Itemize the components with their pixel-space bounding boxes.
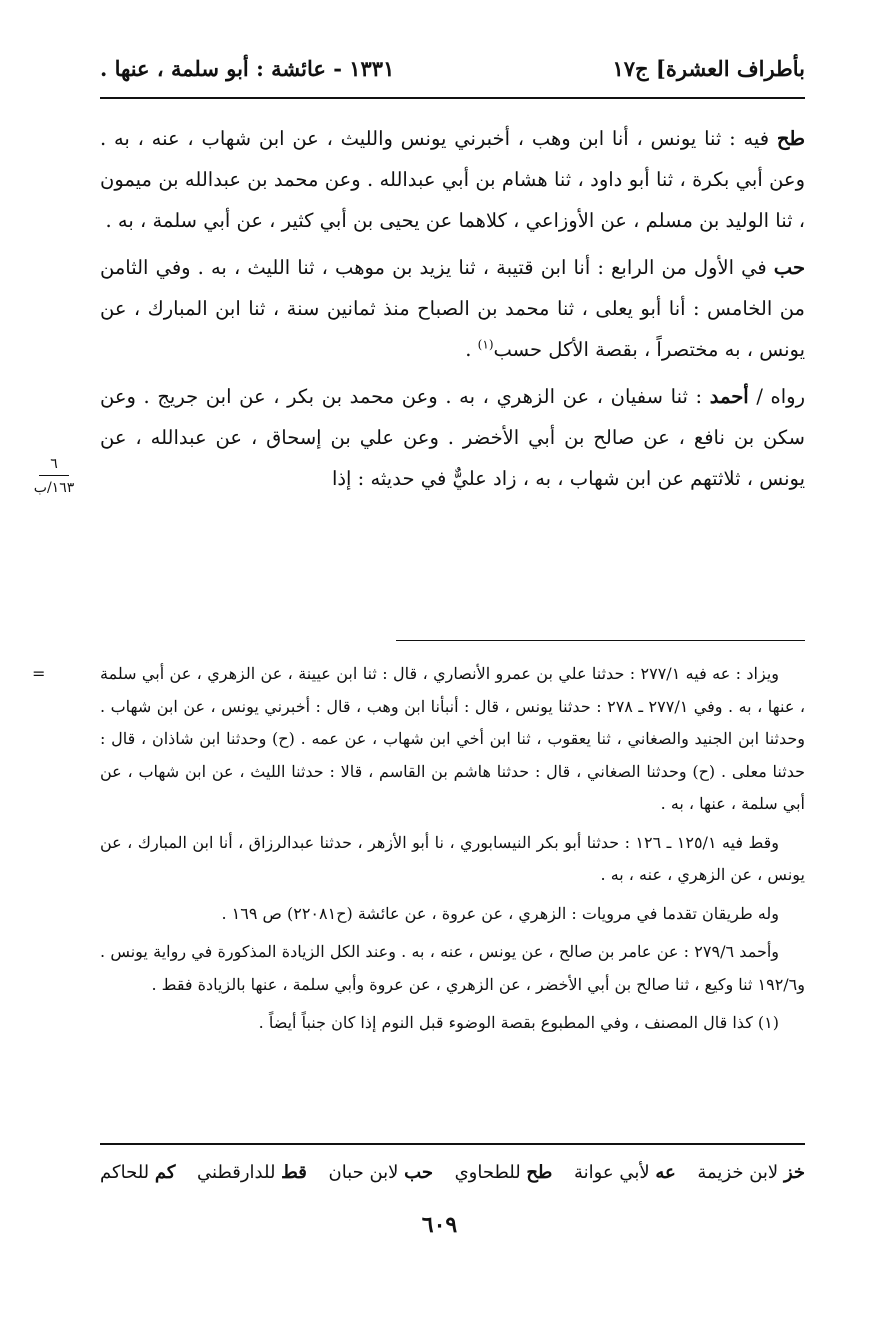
abbr-item bbox=[328, 1155, 433, 1191]
running-title: بأطراف العشرة] ج١٧ bbox=[612, 56, 805, 81]
abbreviations-key bbox=[100, 1155, 805, 1191]
footnote-paragraph: ويزاد : عه فيه ٢٧٧/١ : حدثنا علي بن عمرو الأنصاري ، قال : ثنا ابن عيينة ، عن الزهري ، عن أبي سلمة ، عنها ، به . وفي ٢٧٧/١ ـ ٢٧٨ : حدثنا يونس ، قال : أنبأنا ابن وهب ، قال : أخبرني يونس ، عن ابن شهاب . وحدثنا ابن الجنيد والصغاني ، ثنا يعقوب ، ثنا ابن أخي ابن شهاب ، عن عمه . (ح) وحدثنا ابن شاذان ، قال : حدثنا معلى . (ح) وحدثنا الصغاني ، قال : حدثنا هاشم بن القاسم ، قالا : حدثنا الليث ، عن ابن شهاب ، عن أبي سلمة ، عنها ، به . bbox=[100, 664, 806, 813]
abbr-label: للدارقطني bbox=[197, 1162, 276, 1183]
abbr-label: للطحاوي bbox=[454, 1162, 521, 1183]
page-header bbox=[100, 50, 805, 90]
footnote-separator bbox=[396, 640, 805, 641]
abbr-item bbox=[574, 1155, 676, 1191]
section-title: ١٣٣١ - عائشة : أبو سلمة ، عنها . bbox=[100, 56, 395, 81]
abbr-item bbox=[100, 1155, 175, 1191]
paragraph-prefix: رواه / bbox=[748, 385, 806, 408]
source-abbr: طح bbox=[776, 127, 805, 150]
abbr-label: لأبي عوانة bbox=[573, 1162, 650, 1183]
header-rule bbox=[100, 97, 805, 99]
abbr-item bbox=[197, 1155, 307, 1191]
abbr-item bbox=[697, 1155, 805, 1191]
abbr-label: للحاكم bbox=[100, 1162, 150, 1183]
abbr-code: حب bbox=[404, 1162, 433, 1183]
abbr-label: لابن حبان bbox=[328, 1162, 399, 1183]
footnote-paragraph: وقط فيه ١٢٥/١ ـ ١٢٦ : حدثنا أبو بكر النيسابوري ، نا أبو الأزهر ، حدثنا عبدالرزاق ، أنا ابن المبارك ، عن يونس ، عن الزهري ، عنه ، به . bbox=[100, 832, 805, 884]
paragraph-text-end: . bbox=[465, 338, 478, 361]
source-abbr: حب bbox=[773, 256, 805, 279]
page-number: ٦٠٩ bbox=[421, 1212, 458, 1238]
footnote-one: (١) كذا قال المصنف ، وفي المطبوع بقصة الوضوء قبل النوم إذا كان جنباً أيضاً . bbox=[258, 1013, 779, 1032]
abbreviations-rule bbox=[100, 1143, 805, 1145]
abbr-code: خز bbox=[783, 1162, 805, 1183]
paragraph-text: في الأول من الرابع : أنا ابن قتيبة ، ثنا يزيد بن موهب ، ثنا الليث ، به . وفي الثامن من الخامس : أنا أبو يعلى ، ثنا محمد بن الصباح منذ ثمانين سنة ، ثنا ابن المبارك ، عن يونس ، به مختصراً ، بقصة الأكل حسب bbox=[100, 256, 805, 361]
paragraph-text: : ثنا سفيان ، عن الزهري ، به . وعن محمد بن بكر ، عن ابن جريج . وعن سكن بن نافع ، عن صالح بن أبي الأخضر . وعن علي بن إسحاق ، عن عبدالله ، عن يونس ، ثلاثتهم عن ابن شهاب ، به ، زاد عليٌّ في حديثه : إذا bbox=[100, 385, 805, 490]
abbr-label: لابن خزيمة bbox=[697, 1162, 779, 1183]
abbr-code: عه bbox=[655, 1162, 676, 1183]
paragraph-ahmad bbox=[100, 376, 805, 499]
footnote-ref: (١) bbox=[477, 337, 494, 352]
abbr-item bbox=[455, 1155, 553, 1191]
manuscript-folio-note bbox=[28, 455, 80, 497]
narrator-name: أحمد bbox=[709, 385, 749, 408]
footnote-paragraph: وله طريقان تقدما في مرويات : الزهري ، عن عروة ، عن عائشة (ح٢٢٠٨١) ص ١٦٩ . bbox=[221, 903, 779, 923]
paragraph-text: فيه : ثنا يونس ، أنا ابن وهب ، أخبرني يونس والليث ، عن ابن شهاب ، عنه ، به . وعن أبي بكرة ، ثنا أبو داود ، ثنا هشام بن أبي عبدالله . وعن محمد بن عبدالله بن ميمون ، ثنا الوليد بن مسلم ، عن الأوزاعي ، كلاهما عن يحيى بن أبي كثير ، عن أبي سلمة ، به . bbox=[100, 127, 805, 232]
folio-ref: ١٦٣/ب bbox=[33, 480, 75, 496]
folio-number: ٦ bbox=[50, 456, 58, 472]
footnote-paragraph: وأحمد ٢٧٩/٦ : عن عامر بن صالح ، عن يونس ، عنه ، به . وعند الكل الزيادة المذكورة في رواية يونس . و١٩٢/٦ ثنا وكيع ، ثنا صالح بن أبي الأخضر ، عن الزهري ، عن عروة وأبي سلمة ، عنها بالزيادة فقط . bbox=[100, 942, 805, 994]
abbr-code: قط bbox=[281, 1162, 307, 1183]
paragraph-tahawi bbox=[100, 118, 805, 241]
main-text bbox=[100, 118, 805, 505]
paragraph-ibn-hibban bbox=[100, 247, 805, 370]
footnotes bbox=[100, 658, 805, 1046]
abbr-code: طح bbox=[526, 1162, 553, 1183]
abbr-code: كم bbox=[154, 1162, 176, 1183]
continuation-mark: = bbox=[32, 664, 46, 683]
